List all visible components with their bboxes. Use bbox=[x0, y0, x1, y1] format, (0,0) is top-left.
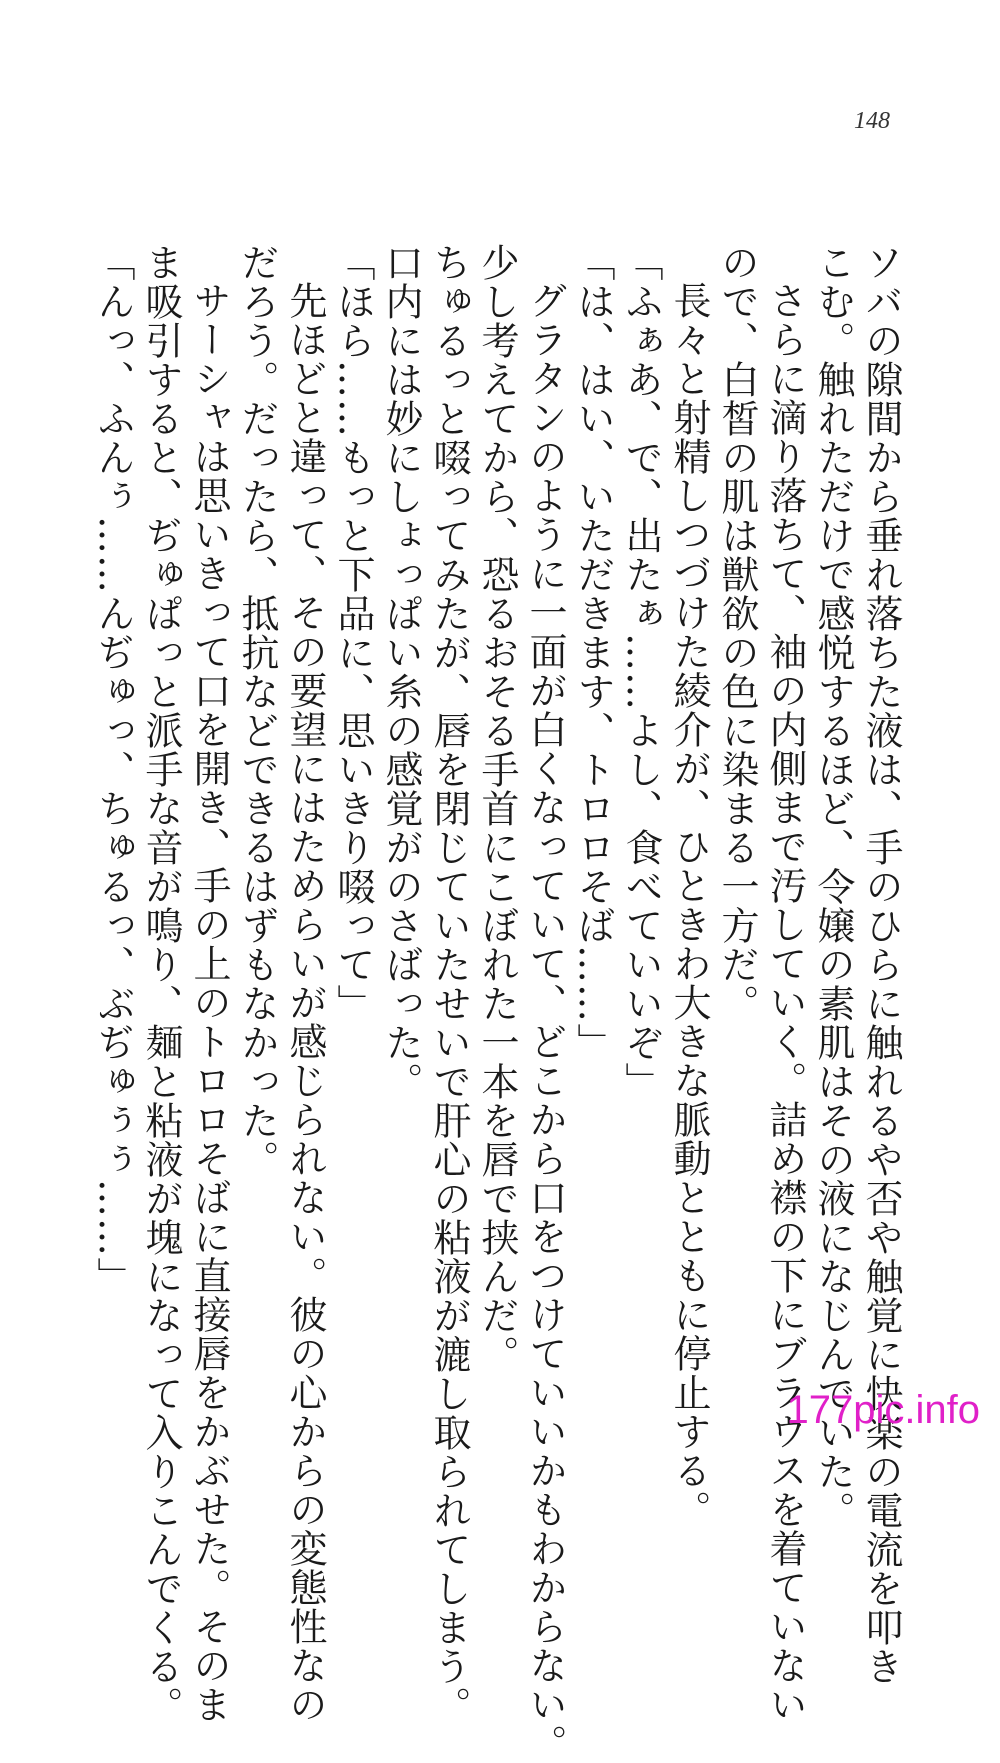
watermark: 177pic.info bbox=[786, 1388, 980, 1432]
text-line-17: 「んっ、ふんぅ……んぢゅっ、ちゅるっ、ぶぢゅぅぅ……」 bbox=[91, 243, 135, 1296]
text-line-2: こむ。触れただけで感悦するほど、令嬢の素肌はその液になじんでいた。 bbox=[811, 243, 855, 1530]
page-number: 148 bbox=[854, 108, 890, 134]
text-line-15: サーシャは思いきって口を開き、手の上のトロロそばに直接唇をかぶせた。そのま bbox=[187, 281, 231, 1724]
text-line-9: 少し考えてから、恐るおそる手首にこぼれた一本を唇で挟んだ。 bbox=[475, 243, 519, 1374]
text-line-6: 「ふぁあ、で、出たぁ……よし、食べていいぞ」 bbox=[619, 243, 663, 1101]
text-line-3: さらに滴り落ちて、袖の内側まで汚していく。詰め襟の下にブラウスを着ていない bbox=[763, 281, 807, 1724]
text-line-8: グラタンのように一面が白くなっていて、どこから口をつけていいかもわからない。 bbox=[523, 281, 567, 1763]
text-line-16: ま吸引すると、ぢゅぱっと派手な音が鳴り、麺と粘液が塊になって入りこんでくる。 bbox=[139, 243, 183, 1725]
text-line-14: だろう。だったら、抵抗などできるはずもなかった。 bbox=[235, 243, 279, 1179]
text-line-13: 先ほどと違って、その要望にはためらいが感じられない。彼の心からの変態性なの bbox=[283, 281, 327, 1724]
text-line-7: 「は、はい、いただきます、トロロそば……」 bbox=[571, 243, 615, 1062]
text-line-4: ので、白皙の肌は獣欲の色に染まる一方だ。 bbox=[715, 243, 759, 1023]
text-line-11: 口内には妙にしょっぱい糸の感覚がのさばった。 bbox=[379, 243, 423, 1101]
text-line-12: 「ほら……もっと下品に、思いきり啜って」 bbox=[331, 243, 375, 1023]
text-line-10: ちゅるっと啜ってみたが、唇を閉じていたせいで肝心の粘液が漉し取られてしまう。 bbox=[427, 243, 471, 1725]
text-line-5: 長々と射精しつづけた綾介が、ひときわ大きな脈動とともに停止する。 bbox=[667, 281, 711, 1529]
text-line-1: ソバの隙間から垂れ落ちた液は、手のひらに触れるや否や触覚に快楽の電流を叩き bbox=[859, 243, 903, 1686]
